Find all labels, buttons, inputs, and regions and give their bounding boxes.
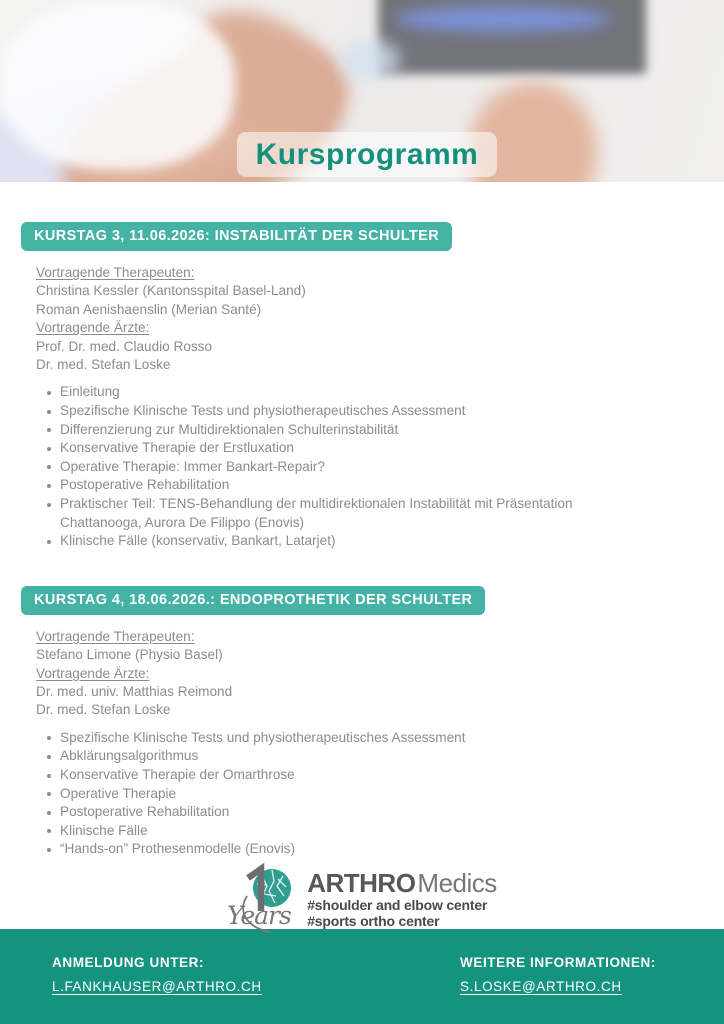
tagline-sports-ortho: #sports ortho center [307,913,440,929]
bullet-item: Konservative Therapie der Erstluxation [47,439,642,458]
section-kurstag-3 [0,182,724,551]
speaker-heading: Vortragende Ärzte: [36,665,150,681]
topic-list [47,729,642,859]
speaker-name: Christina Kessler (Kantonsspital Basel-Land) [36,283,306,299]
bullet-item: Praktischer Teil: TENS-Behandlung der multidirektionalen Instabilität mit Präsentation Chattanooga, Aurora De Filippo (Enovis) [47,495,642,532]
speaker-name: Prof. Dr. med. Claudio Rosso [36,338,213,354]
section-banner-kurstag-4: KURSTAG 4, 18.06.2026.: ENDOPROTHETIK DER SCHULTER [21,586,485,615]
brand-medics: Medics [417,868,497,898]
speaker-name: Dr. med. Stefan Loske [36,702,171,718]
photo-monitor-screen-blur [396,6,610,32]
logo-text-block [307,866,497,929]
bullet-item: Operative Therapie [47,785,642,804]
bullet-item: Spezifische Klinische Tests und physiotherapeutisches Assessment [47,729,642,748]
speaker-heading: Vortragende Ärzte: [36,320,150,336]
footer-bar [0,929,724,1024]
brand-arthro: ARTHRO [307,868,416,898]
bullet-item: Einleitung [47,383,642,402]
bullet-item: Spezifische Klinische Tests und physiotherapeutisches Assessment [47,402,642,421]
footer-registration-block [52,955,262,996]
topic-list [47,383,642,550]
years-script-label: Years [227,901,292,930]
bullet-item: “Hands-on” Prothesenmodelle (Enovis) [47,840,642,859]
page-title-box [237,132,497,177]
bullet-item: Postoperative Rehabilitation [47,803,642,822]
page-title: Kursprogramm [255,137,479,171]
bullet-item: Klinische Fälle (konservativ, Bankart, Latarjet) [47,532,642,551]
brand-name [307,870,497,897]
ten-years-icon [227,866,299,936]
photo-model-glint [340,40,400,80]
speaker-name: Dr. med. Stefan Loske [36,357,171,373]
header-photo [0,0,724,182]
registration-label: ANMELDUNG UNTER: [52,955,205,970]
speaker-name: Dr. med. univ. Matthias Reimond [36,684,233,699]
speaker-heading: Vortragende Therapeuten: [36,628,195,644]
section-banner-kurstag-3: KURSTAG 3, 11.06.2026: INSTABILITÄT DER SCHULTER [21,222,452,251]
bullet-item: Differenzierung zur Multidirektionalen Schulterinstabilität [47,421,642,440]
footer-information-block [460,955,656,996]
bullet-item: Klinische Fälle [47,822,642,841]
speaker-name: Roman Aenishaenslin (Merian Santé) [36,301,262,317]
bullet-item: Abklärungsalgorithmus [47,747,642,766]
bullet-item: Postoperative Rehabilitation [47,476,642,495]
tagline-shoulder-elbow: #shoulder and elbow center [307,897,488,913]
speakers-block [36,628,724,720]
bullet-item: Operative Therapie: Immer Bankart-Repair? [47,458,642,477]
section-kurstag-4 [0,551,724,859]
information-label: WEITERE INFORMATIONEN: [460,955,656,970]
speakers-block [36,264,724,374]
speaker-heading: Vortragende Therapeuten: [36,265,195,280]
photo-shoulder-model-blur [0,0,235,170]
speaker-name: Stefano Limone (Physio Basel) [36,647,223,663]
arthro-medics-logo [0,866,724,936]
bullet-item: Konservative Therapie der Omarthrose [47,766,642,785]
registration-email-link[interactable]: L.FANKHAUSER@ARTHRO.CH [52,979,262,994]
information-email-link[interactable]: S.LOSKE@ARTHRO.CH [460,979,622,994]
